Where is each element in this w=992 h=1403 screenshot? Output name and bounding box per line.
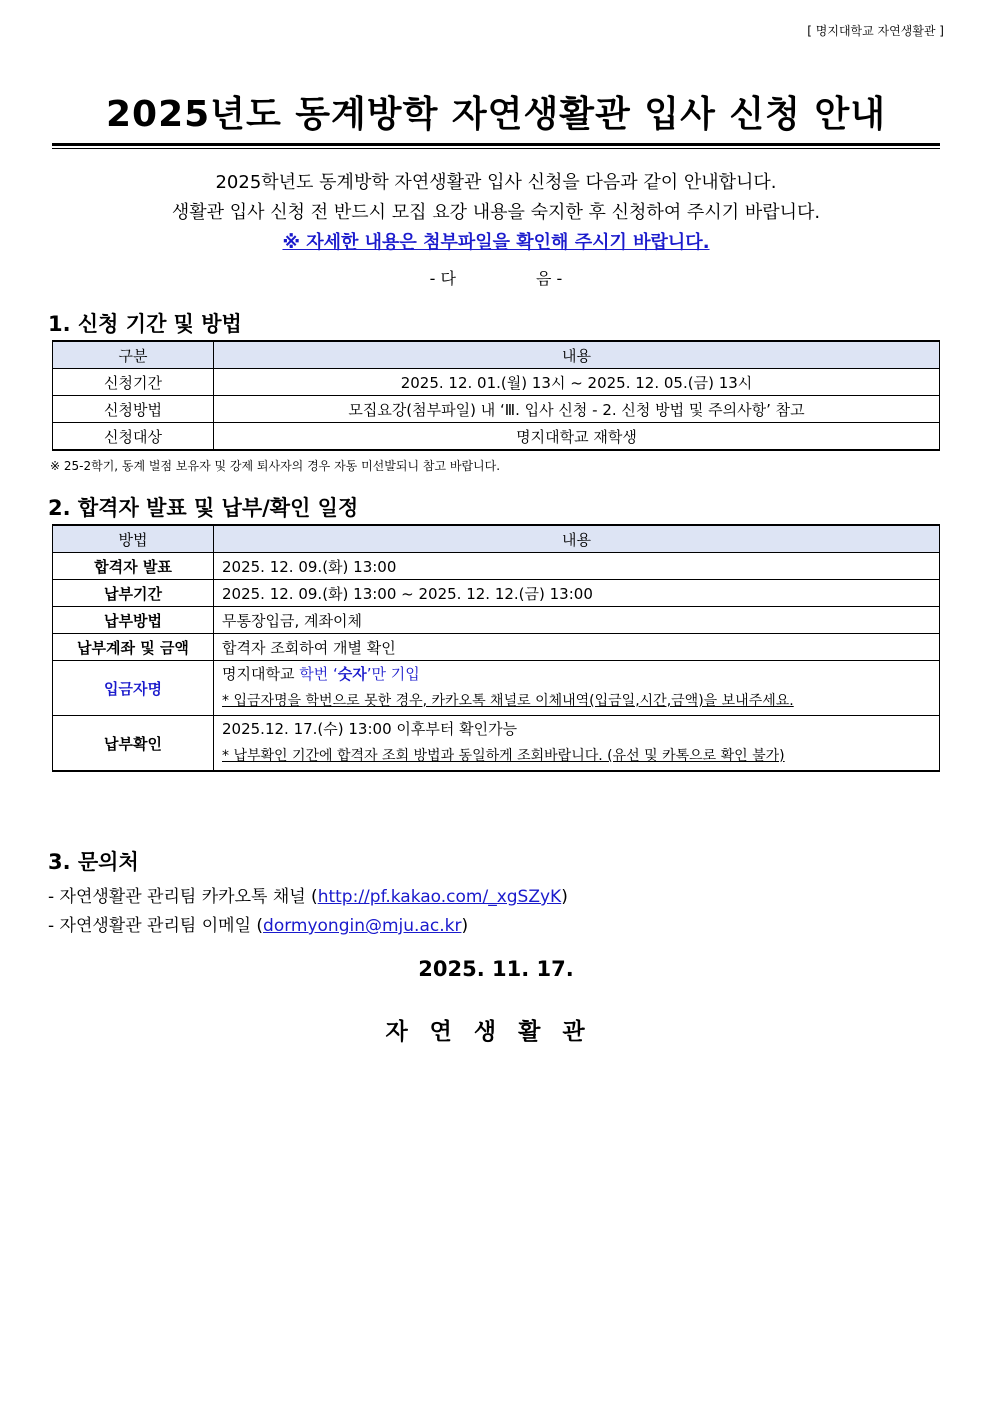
page-title: 2025년도 동계방학 자연생활관 입사 신청 안내: [105, 94, 887, 135]
application-table: [52, 340, 940, 451]
depositor-text: 명지대학교: [222, 665, 300, 683]
document-date: 2025. 11. 17.: [418, 957, 574, 981]
row-value: 모집요강(첨부파일) 내 ‘Ⅲ. 입사 신청 - 2. 신청 방법 및 주의사항’ 참고: [214, 396, 940, 423]
row-label-depositor: 입금자명: [53, 661, 214, 716]
section2-title: 2. 합격자 발표 및 납부/확인 일정: [48, 496, 359, 520]
section1-title: 1. 신청 기간 및 방법: [48, 312, 242, 336]
table-row: [53, 423, 940, 451]
intro-line-1: 2025학년도 동계방학 자연생활관 입사 신청을 다음과 같이 안내합니다.: [215, 172, 777, 193]
table-row: [53, 634, 940, 661]
table-header: 내용: [214, 525, 940, 553]
close-paren: ): [561, 887, 568, 907]
depositor-line-1: [222, 661, 931, 688]
row-value: 무통장입금, 계좌이체: [214, 607, 940, 634]
row-value: 2025. 12. 09.(화) 13:00 ~ 2025. 12. 12.(금) 13:00: [214, 580, 940, 607]
email-link[interactable]: dormyongin@mju.ac.kr: [263, 916, 462, 936]
row-value: 명지대학교 재학생: [214, 423, 940, 451]
table-header: 방법: [53, 525, 214, 553]
confirm-line-1: 2025.12. 17.(수) 13:00 이후부터 확인가능: [222, 720, 518, 738]
table-header: 구분: [53, 341, 214, 369]
row-label: 신청기간: [53, 369, 214, 396]
contact-email: [48, 911, 468, 936]
depositor-text-blue: 학번 ‘: [299, 665, 338, 683]
row-label: 합격자 발표: [53, 553, 214, 580]
intro-line-2: 생활관 입사 신청 전 반드시 모집 요강 내용을 숙지한 후 신청하여 주시기 바랍니다.: [171, 202, 821, 223]
table-row: [53, 553, 940, 580]
row-label: 납부계좌 및 금액: [53, 634, 214, 661]
row-label: 납부방법: [53, 607, 214, 634]
row-label: 납부기간: [53, 580, 214, 607]
header-tag: [ 명지대학교 자연생활관 ]: [807, 24, 944, 38]
contact-email-label: - 자연생활관 관리팀 이메일 (: [48, 916, 264, 936]
dagum-divider: [52, 266, 940, 289]
signature: 자연생활관: [385, 1019, 607, 1045]
table-row: [53, 607, 940, 634]
row-label: 신청대상: [53, 423, 214, 451]
depositor-text-blue: ’만 기입: [366, 665, 420, 683]
table-row: [53, 580, 940, 607]
section1-note: ※ 25-2학기, 동계 벌점 보유자 및 강제 퇴사자의 경우 자동 미선발되니 참고 바랍니다.: [50, 459, 501, 473]
table-row-confirm: [53, 716, 940, 772]
kakao-channel-link[interactable]: http://pf.kakao.com/_xgSZyK: [317, 887, 562, 907]
table-row-depositor: [53, 661, 940, 716]
row-value: 2025. 12. 09.(화) 13:00: [214, 553, 940, 580]
row-value-confirm: [214, 716, 940, 772]
table-row: [53, 396, 940, 423]
dagum-left: - 다: [429, 269, 456, 288]
close-paren: ): [461, 916, 469, 936]
table-header-row: [53, 525, 940, 553]
contact-kakao-label: - 자연생활관 관리팀 카카오톡 채널 (: [48, 887, 318, 907]
row-label: 신청방법: [53, 396, 214, 423]
dagum-right: 음 -: [536, 269, 563, 288]
table-row: [53, 369, 940, 396]
contact-kakao: [48, 882, 568, 907]
title-divider: [52, 143, 940, 149]
confirm-line-2: * 납부확인 기간에 합격자 조회 방법과 동일하게 조회바랍니다. (유선 및 카톡으로 확인 불가): [222, 748, 785, 764]
table-header: 내용: [214, 341, 940, 369]
row-value-depositor: [214, 661, 940, 716]
row-value: 2025. 12. 01.(월) 13시 ~ 2025. 12. 05.(금) 13시: [214, 369, 940, 396]
depositor-text-bold: 숫자: [337, 665, 367, 683]
depositor-line-2: * 입금자명을 학번으로 못한 경우, 카카오톡 채널로 이체내역(입금일,시간,금액)을 보내주세요.: [222, 693, 794, 709]
row-value: 합격자 조회하여 개별 확인: [214, 634, 940, 661]
table-header-row: [53, 341, 940, 369]
schedule-table: [52, 524, 940, 772]
section3-title: 3. 문의처: [48, 850, 139, 874]
intro-attachment-notice: ※ 자세한 내용은 첨부파일을 확인해 주시기 바랍니다.: [282, 232, 710, 253]
row-label-confirm: 납부확인: [53, 716, 214, 772]
